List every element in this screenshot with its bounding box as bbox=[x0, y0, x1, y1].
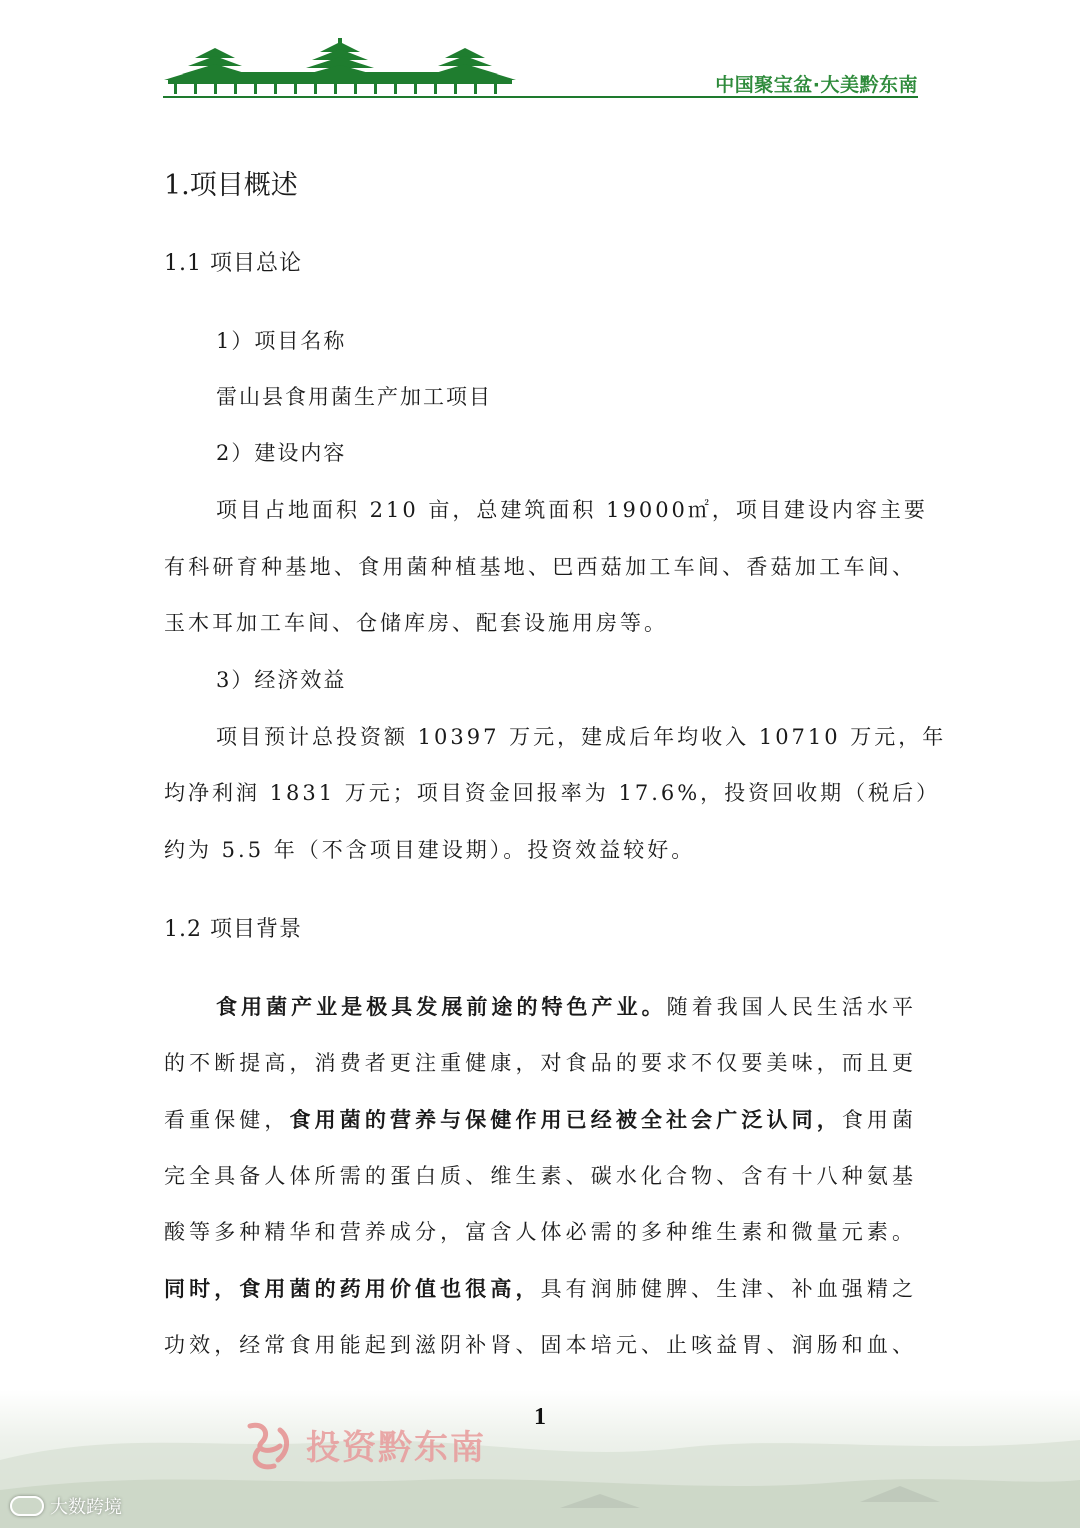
item-label-project-name: 1）项目名称 bbox=[216, 329, 347, 353]
item-label-construction: 2）建设内容 bbox=[216, 441, 347, 465]
bold-phrase: 同时，食用菌的药用价值也很高， bbox=[164, 1276, 541, 1301]
background-line: 完全具备人体所需的蛋白质、维生素、碳水化合物、含有十八种氨基 bbox=[164, 1164, 916, 1188]
subsection-heading-background: 1.2 项目背景 bbox=[164, 917, 302, 942]
page-number: 1 bbox=[534, 1404, 546, 1430]
economic-line: 约为 5.5 年（不含项目建设期）。投资效益较好。 bbox=[164, 838, 696, 862]
background-line: 酸等多种精华和营养成分，富含人体必需的多种维生素和微量元素。 bbox=[164, 1220, 916, 1244]
watermark-logo-icon bbox=[10, 1496, 44, 1516]
header-divider bbox=[163, 96, 918, 98]
construction-line: 项目占地面积 210 亩，总建筑面积 19000㎡，项目建设内容主要 bbox=[216, 498, 928, 522]
subsection-heading-overview: 1.1 项目总论 bbox=[164, 251, 302, 276]
construction-line: 玉木耳加工车间、仓储库房、配套设施用房等。 bbox=[164, 611, 668, 635]
background-line: 功效，经常食用能起到滋阴补肾、固本培元、止咳益胃、润肠和血、 bbox=[164, 1333, 916, 1357]
bold-phrase: 食用菌产业是极具发展前途的特色产业。 bbox=[216, 994, 667, 1019]
header-slogan: 中国聚宝盆·大美黔东南 bbox=[715, 74, 918, 96]
brand-logo-icon bbox=[240, 1420, 300, 1476]
brand-name: 投资黔东南 bbox=[306, 1428, 486, 1468]
item-label-economic: 3）经济效益 bbox=[216, 668, 347, 692]
bold-phrase: 食用菌的营养与保健作用已经被全社会广泛认同， bbox=[289, 1107, 842, 1132]
background-line: 食用菌产业是极具发展前途的特色产业。随着我国人民生活水平 bbox=[216, 994, 917, 1019]
project-name-text: 雷山县食用菌生产加工项目 bbox=[216, 385, 492, 409]
economic-line: 均净利润 1831 万元；项目资金回报率为 17.6%，投资回收期（税后） bbox=[164, 781, 941, 805]
economic-line: 项目预计总投资额 10397 万元，建成后年均收入 10710 万元，年 bbox=[216, 725, 947, 749]
construction-line: 有科研育种基地、食用菌种植基地、巴西菇加工车间、香菇加工车间、 bbox=[164, 555, 916, 579]
watermark bbox=[10, 1493, 122, 1519]
watermark-text: 大数跨境 bbox=[50, 1497, 122, 1518]
drum-tower-banner-icon bbox=[160, 36, 520, 98]
page-header bbox=[0, 0, 1080, 110]
background-line: 看重保健，食用菌的营养与保健作用已经被全社会广泛认同，食用菌 bbox=[164, 1107, 917, 1132]
background-line: 的不断提高，消费者更注重健康，对食品的要求不仅要美味，而且更 bbox=[164, 1051, 916, 1075]
background-line: 同时，食用菌的药用价值也很高，具有润肺健脾、生津、补血强精之 bbox=[164, 1276, 917, 1301]
section-title: 1.项目概述 bbox=[164, 170, 298, 201]
